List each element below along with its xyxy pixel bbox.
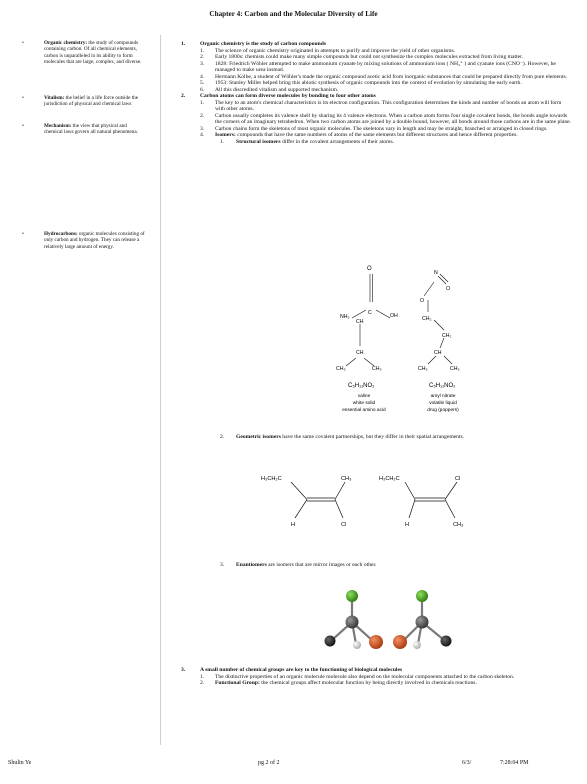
item-number: 3. <box>200 60 205 67</box>
item-number: 1. <box>220 138 225 145</box>
atom-ball <box>346 616 359 629</box>
atom-label: CH <box>356 319 364 325</box>
atom-label: CH₂ <box>442 333 452 339</box>
item-text: the chemical groups affect molecular function by being directly involved in chemicals reactions. <box>259 680 477 686</box>
sidebar-item-hydrocarbons <box>22 231 146 250</box>
sidebar-term: Organic chemistry: <box>44 40 88 46</box>
item-text: The science of organic chemistry originated in attempts to purify and improve the yield of other organisms. <box>215 47 456 54</box>
list-item <box>176 100 573 113</box>
footer-author: Shulin Ye <box>8 760 32 766</box>
compound-name: valine <box>357 394 371 399</box>
item-text: are isomers that are mirror images or each other. <box>266 562 377 568</box>
list-item <box>176 113 573 126</box>
item-text: differ in the covalent arrangements of their atoms. <box>280 138 395 145</box>
atom-label: N <box>434 270 438 276</box>
item-number: 2. <box>220 434 225 440</box>
atom-label: CH₃ <box>418 366 428 372</box>
section-title: Organic chemistry is the study of carbon compounds <box>200 41 327 47</box>
item-number: 2. <box>200 112 205 119</box>
atom-ball <box>413 641 421 649</box>
item-number: 2. <box>200 680 205 686</box>
atom-ball <box>416 590 428 602</box>
bullet-icon: • <box>22 231 24 237</box>
atom-ball <box>346 590 358 602</box>
section-number: 3. <box>181 667 186 673</box>
page-title: Chapter 4: Carbon and the Molecular Diversity of Life <box>209 10 378 18</box>
enantiomers-figure <box>300 578 480 658</box>
item-text: compounds that have the same numbers of atoms of the same elements but different structures and hence different properties. <box>235 132 518 138</box>
atom-ball <box>325 636 336 647</box>
compound-note: drug (poppers) <box>427 408 459 413</box>
item-term: Geometric isomers <box>236 434 281 440</box>
compound-state: white solid <box>352 401 376 406</box>
atom-ball <box>369 635 383 649</box>
bullet-icon: • <box>22 40 24 46</box>
atom-ball <box>353 641 361 649</box>
compound-name: amyl nitrate <box>430 394 456 399</box>
item-number: 1. <box>200 99 205 106</box>
atom-label: O <box>367 266 372 272</box>
item-number: 1. <box>200 673 205 680</box>
item-term: Structural isomers <box>236 138 281 145</box>
atom-label: CH <box>356 350 364 356</box>
item-text: Carbon chains form the skeletons of most organic molecules. The skeletons vary in length and may be straight, branched or arranged in closed rings. <box>215 125 548 132</box>
item-text: have the same covalent partnerships, but they differ in their spatial arrangements. <box>280 434 465 440</box>
sidebar-definition: organic molecules consisting of only carbon and hydrogen. They can release a relatively large amount of energy. <box>44 231 145 250</box>
substituent-label: H <box>405 522 410 528</box>
sidebar-item-mechanism <box>22 123 146 136</box>
substituent-label: H <box>291 522 296 528</box>
atom-label: CH <box>434 350 442 356</box>
compound-state: volatile liquid <box>429 401 457 406</box>
main-content <box>176 41 573 145</box>
atom-ball <box>393 635 407 649</box>
item-text: 1953: Stanley Miller helped bring this abiotic synthesis of organic compounds into the context of evolution by simulating the early earth. <box>215 80 522 86</box>
item-number: 3. <box>200 125 205 132</box>
item-number: 6. <box>200 86 205 93</box>
list-item <box>176 680 573 687</box>
sidebar-item-vitalism <box>22 95 146 108</box>
column-divider <box>160 35 161 745</box>
atom-ball <box>416 616 429 629</box>
item-term: Isomers: <box>215 132 236 138</box>
substituent-label: Cl <box>455 476 461 482</box>
item-text: Hermann Kolbe, a student of Wöhler's made the organic compound acetic acid from inorganic substances that could be prepared directly from pure elements. <box>215 73 568 80</box>
bullet-icon: • <box>22 123 24 129</box>
atom-label: O <box>446 286 451 292</box>
footer-date: 6/3/ <box>462 760 472 766</box>
section-number: 1. <box>181 41 186 47</box>
atom-label: CH₃ <box>450 366 460 372</box>
footer-time: 7:28:04 PM <box>500 760 529 766</box>
sub-item <box>176 139 573 146</box>
sidebar-definition: the study of compounds containing carbon. Of all chemical elements, carbon is unparalleled in its ability to form molecules that are large, complex, and diverse. <box>44 40 142 65</box>
substituent-label: Cl <box>341 522 347 528</box>
atom-label: CH₃ <box>372 366 382 372</box>
sub-item <box>176 562 573 569</box>
substituent-label: H₃CH₂C <box>261 476 282 482</box>
bullet-icon: • <box>22 95 24 101</box>
item-text: All this discredited vitalism and supported mechanism. <box>215 86 339 93</box>
atom-label: CH₃ <box>336 366 346 372</box>
sub-item <box>176 434 573 441</box>
structural-isomers-figure <box>300 252 480 422</box>
section-title: A small number of chemical groups are key to the functioning of biological molecules <box>200 667 403 673</box>
sidebar-item-organic-chemistry <box>22 40 146 65</box>
item-text: Carbon usually completes its valence shell by sharing its 4 valence electrons. When a carbon atom forms four single covalent bonds, the bonds angle towards the corners of an imaginary tetrahedron. When two carbon atoms are joined by a double bound, however, all bonds around those carbons are in the same plane. <box>215 112 572 125</box>
substituent-label: CH₃ <box>453 522 464 528</box>
item-text: 1828: Friedrich Wöhler attempted to make ammonium cyanate by mixing solutions of ammonium ions ( NH₄⁺ ) and cyanate ions (CNO⁻). However, he managed to make urea instead. <box>215 60 556 73</box>
item-term: Enantiomers <box>236 562 267 568</box>
item-number: 5. <box>200 80 205 86</box>
geometric-isomers-figure <box>255 468 495 538</box>
atom-label: NH₂ <box>340 314 350 320</box>
item-number: 3. <box>220 562 225 568</box>
atom-label: O <box>420 298 425 304</box>
atom-label: C <box>368 310 372 316</box>
footer-page-number: pg 2 of 2 <box>258 760 280 766</box>
item-number: 4. <box>200 73 205 80</box>
sidebar-definition: the belief in a life force outside the jurisdiction of physical and chemical laws <box>44 95 139 108</box>
main-content-section-3 <box>176 667 573 687</box>
molecular-formula: C₅H₁₁NO₂ <box>429 383 456 389</box>
item-number: 2. <box>200 54 205 60</box>
compound-note: essential amino acid <box>342 408 386 413</box>
sidebar-term: Mechanism: <box>44 123 72 129</box>
sidebar-term: Hydrocarbons: <box>44 231 78 237</box>
sidebar-term: Vitalism: <box>44 95 65 101</box>
sidebar-definition: the view that physical and chemical laws govern all natural phenomena. <box>44 123 138 136</box>
list-item <box>176 61 573 74</box>
item-text: Early 1800s: chemists could make many simple compounds but could not synthesize the complex molecules extracted from living matter. <box>215 54 524 60</box>
section-title: Carbon atoms can form diverse molecules by bonding to four other atoms <box>200 93 376 99</box>
substituent-label: CH₃ <box>341 476 352 482</box>
section-number: 2. <box>181 93 186 99</box>
main-content-enantiomers <box>176 562 573 569</box>
item-text: The distinctive properties of an organic molecule molecule also depend on the molecular components attached to the carbon skeleton. <box>215 673 515 680</box>
atom-ball <box>441 636 452 647</box>
substituent-label: H₃CH₂C <box>379 476 400 482</box>
item-text: The key to an atom's chemical characteristics is its electron configuration. This configuration determines the kinds and number of bonds an atom will form with other atoms. <box>215 99 562 112</box>
molecular-formula: C₅H₁₁NO₂ <box>348 383 375 389</box>
item-term: Functional Group: <box>215 680 260 686</box>
atom-label: OH <box>390 313 398 319</box>
atom-label: CH₂ <box>422 316 432 322</box>
main-content-geometric <box>176 434 573 441</box>
item-number: 1. <box>200 47 205 54</box>
item-number: 4. <box>200 132 205 138</box>
